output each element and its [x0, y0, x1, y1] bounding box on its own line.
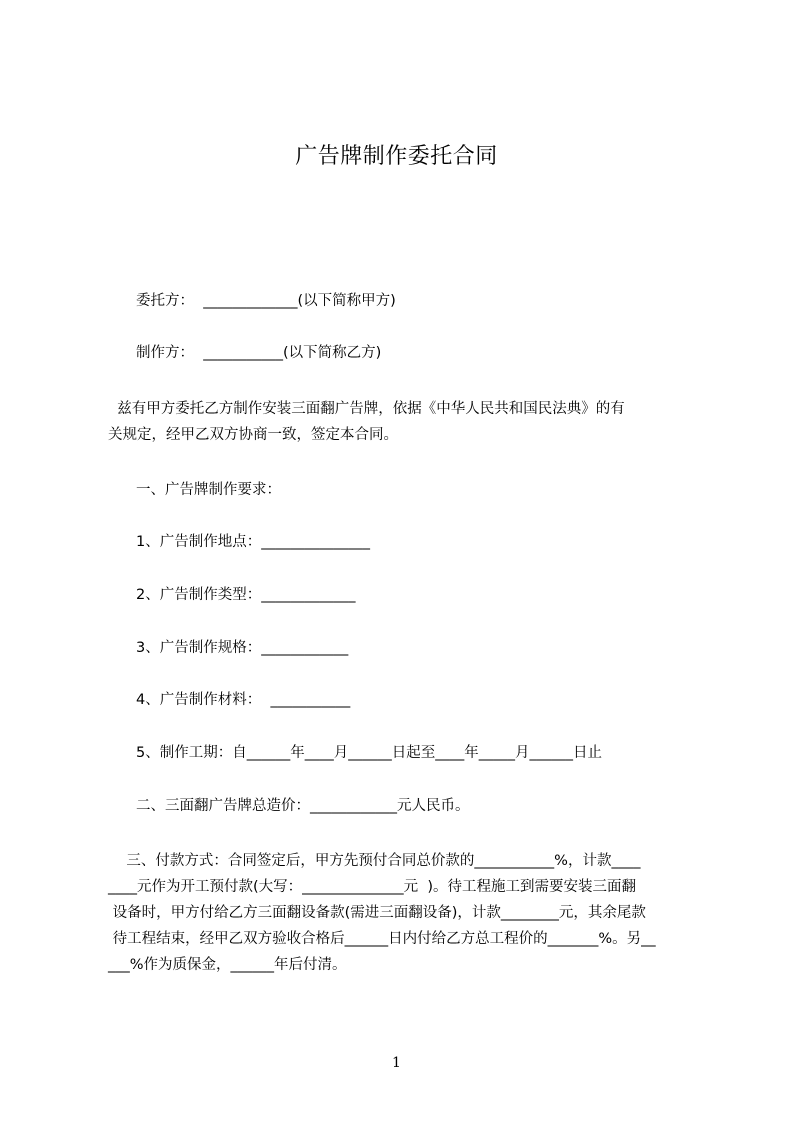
- page-number: 1: [392, 1055, 401, 1071]
- section-2-total-price: 二、三面翻广告牌总造价：____________元人民币。: [136, 798, 470, 814]
- maker-party-line: 制作方： ___________(以下简称乙方): [136, 345, 382, 361]
- payment-line-2: ____元作为开工预付款(大写：______________元 )。待工程施工到需要安装三面翻: [108, 879, 637, 895]
- section-1-heading: 一、广告牌制作要求：: [136, 482, 281, 498]
- client-party-line: 委托方： _____________(以下简称甲方): [136, 293, 396, 309]
- requirement-material: 4、广告制作材料： ___________: [136, 692, 351, 708]
- intro-line-2: 关规定，经甲乙双方协商一致，签定本合同。: [108, 427, 398, 443]
- contract-title: 广告牌制作委托合同: [295, 144, 498, 169]
- payment-line-3: 设备时，甲方付给乙方三面翻设备款(需进三面翻设备)，计款________元，其余尾款: [108, 905, 646, 921]
- payment-line-1: 三、付款方式：合同签定后，甲方先预付合同总价款的___________%，计款____: [108, 853, 641, 869]
- payment-line-4: 待工程结束，经甲乙双方验收合格后______日内付给乙方总工程价的_______%。另__: [108, 931, 656, 947]
- payment-line-5: ___%作为质保金，______年后付清。: [108, 957, 347, 973]
- requirement-spec: 3、广告制作规格：____________: [136, 640, 349, 656]
- intro-line-1: 兹有甲方委托乙方制作安装三面翻广告牌，依据《中华人民共和国民法典》的有: [108, 401, 625, 417]
- requirement-period: 5、制作工期：自______年____月______日起至____年_____月______日止: [136, 745, 602, 761]
- requirement-location: 1、广告制作地点：_______________: [136, 534, 370, 550]
- requirement-type: 2、广告制作类型：_____________: [136, 587, 356, 603]
